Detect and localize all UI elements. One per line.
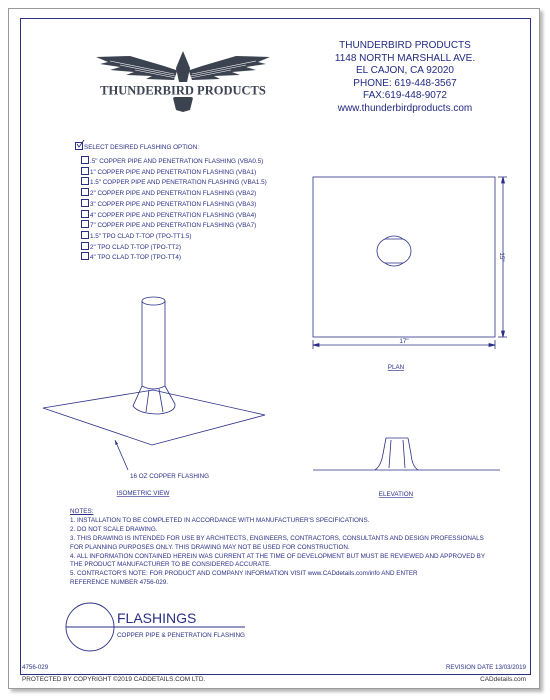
- caddetails-link[interactable]: CADdetails.com: [480, 676, 526, 683]
- thunderbird-logo: [90, 48, 276, 114]
- elevation-boot: [375, 438, 418, 470]
- checkbox-icon[interactable]: [81, 242, 89, 250]
- note-line: REFERENCE NUMBER 4756-029.: [70, 579, 168, 587]
- checkbox-icon[interactable]: [81, 156, 89, 164]
- flashing-options-list: [81, 156, 267, 263]
- title-block-title: FLASHINGS: [117, 610, 197, 626]
- flashing-option[interactable]: 3" COPPER PIPE AND PENETRATION FLASHING (VBA3): [81, 199, 267, 210]
- logo-wordmark: THUNDERBIRD PRODUCTS: [100, 83, 266, 98]
- checkbox-icon[interactable]: [81, 177, 89, 185]
- plan-height-dimension: 15": [498, 252, 505, 262]
- note-line: 4. ALL INFORMATION CONTAINED HEREIN WAS CURRENT AT THE TIME OF DEVELOPMENT BUT MUST BE REVIEWED AND APPROVED BY: [70, 552, 486, 560]
- company-name: THUNDERBIRD PRODUCTS: [339, 40, 471, 51]
- company-fax: FAX:619-448-9072: [363, 90, 447, 101]
- checkbox-icon[interactable]: [81, 199, 89, 207]
- notes-title: NOTES:: [70, 508, 94, 515]
- checkbox-icon[interactable]: [81, 252, 89, 260]
- company-info: [315, 40, 495, 115]
- checkbox-icon[interactable]: [81, 231, 89, 239]
- flashing-option[interactable]: .5" COPPER PIPE AND PENETRATION FLASHING (VBA0.5): [81, 156, 267, 167]
- company-website: www.thunderbirdproducts.com: [337, 102, 473, 114]
- flashing-option[interactable]: 1.5" TPO CLAD T-TOP (TPO-TT1.5): [81, 231, 267, 242]
- title-block-subtitle: COPPER PIPE & PENETRATION FLASHING: [117, 632, 245, 639]
- options-header-row: [75, 142, 199, 153]
- title-block: [60, 600, 275, 662]
- plan-pipe-inner: [377, 239, 411, 263]
- checkbox-icon[interactable]: [81, 167, 89, 175]
- plan-view: [295, 165, 515, 390]
- isometric-callout: 16 OZ COPPER FLASHING: [130, 473, 210, 480]
- flashing-option[interactable]: 1" COPPER PIPE AND PENETRATION FLASHING (VBA1): [81, 167, 267, 178]
- isometric-callout-leader: [115, 440, 128, 470]
- flashing-option[interactable]: 4" COPPER PIPE AND PENETRATION FLASHING (VBA4): [81, 210, 267, 221]
- flashing-option[interactable]: 7" COPPER PIPE AND PENETRATION FLASHING (VBA7): [81, 220, 267, 231]
- plan-label: PLAN: [387, 364, 405, 371]
- isometric-pipe: [142, 301, 165, 386]
- flashing-option[interactable]: 2" COPPER PIPE AND PENETRATION FLASHING (VBA2): [81, 188, 267, 199]
- notes-block: [70, 508, 485, 588]
- revision-date: REVISION DATE 13/03/2019: [445, 664, 526, 671]
- note-line: FOR PLANNING PURPOSES ONLY. THIS DRAWING MAY NOT BE USED FOR CONSTRUCTION.: [70, 543, 350, 551]
- checked-checkbox-icon: [75, 142, 83, 150]
- note-line: 5. CONTRACTOR'S NOTE: FOR PRODUCT AND COMPANY INFORMATION VISIT www.CADdetails.com/info AND ENTER: [70, 570, 418, 578]
- elevation-view: [305, 428, 505, 503]
- isometric-view: [35, 288, 280, 503]
- note-line: 2. DO NOT SCALE DRAWING.: [70, 525, 158, 533]
- flashing-option[interactable]: 4" TPO CLAD T-TOP (TPO-TT4): [81, 252, 267, 263]
- note-line: THE PRODUCT MANUFACTURER TO BE CONSIDERED ACCURATE.: [70, 561, 272, 569]
- drawing-number: 4756-029: [22, 664, 49, 671]
- note-line: 1. INSTALLATION TO BE COMPLETED IN ACCORDANCE WITH MANUFACTURER'S SPECIFICATIONS.: [70, 516, 370, 524]
- company-address-line2: EL CAJON, CA 92020: [355, 65, 454, 76]
- note-line: 3. THIS DRAWING IS INTENDED FOR USE BY ARCHITECTS, ENGINEERS, CONTRACTORS, CONSULTANTS AND DESIGN PROFESSIONALS: [70, 534, 484, 542]
- checkbox-icon[interactable]: [81, 188, 89, 196]
- company-phone: PHONE: 619-448-3567: [353, 77, 457, 89]
- company-address-line1: 1148 NORTH MARSHALL AVE.: [334, 52, 476, 64]
- copyright-notice: PROTECTED BY COPYRIGHT ©2019 CADDETAILS.COM LTD.: [22, 676, 206, 683]
- checkbox-icon[interactable]: [81, 220, 89, 228]
- isometric-flashing-plate: [43, 390, 265, 445]
- elevation-label: ELEVATION: [378, 491, 414, 498]
- flashing-option[interactable]: 1.5" COPPER PIPE AND PENETRATION FLASHING (VBA1.5): [81, 177, 267, 188]
- checkbox-icon[interactable]: [81, 210, 89, 218]
- flashing-option[interactable]: 2" TPO CLAD T-TOP (TPO-TT2): [81, 242, 267, 253]
- isometric-label: ISOMETRIC VIEW: [116, 490, 170, 497]
- options-header: SELECT DESIRED FLASHING OPTION:: [84, 144, 200, 151]
- plan-width-dimension: 17": [399, 338, 409, 345]
